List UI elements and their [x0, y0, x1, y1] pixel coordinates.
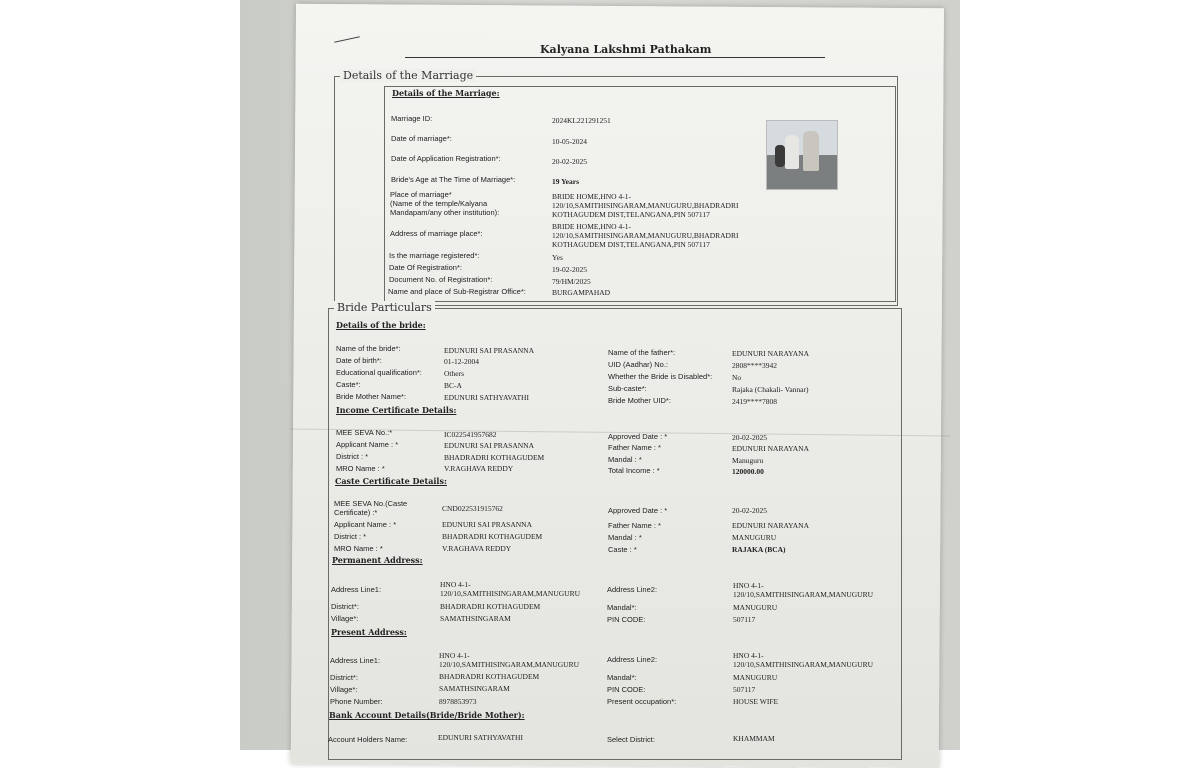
perm-district-value: BHADRADRI KOTHAGUDEM	[440, 602, 541, 611]
caste-approved-label: Approved Date : *	[608, 506, 668, 515]
perm-pincode-label: PIN CODE:	[607, 615, 646, 624]
mother-uid-value: 2419****7808	[732, 397, 777, 406]
marriage-heading: Details of the Marriage:	[392, 88, 500, 98]
phone-label: Phone Number:	[330, 697, 383, 706]
marriage-id-label: Marriage ID:	[391, 114, 433, 123]
income-father-label: Father Name : *	[608, 443, 661, 452]
document-no-label: Document No. of Registration*:	[389, 275, 493, 284]
income-father-value: EDUNURI NARAYANA	[732, 444, 810, 453]
mother-uid-label: Bride Mother UID*:	[608, 396, 671, 405]
sub-registrar-label: Name and place of Sub-Registrar Office*:	[388, 287, 526, 296]
occupation-value: HOUSE WIFE	[733, 697, 779, 706]
income-approved-value: 20-02-2025	[732, 433, 767, 442]
registration-date-value: 19-02-2025	[552, 265, 587, 274]
pres-address1-label: Address Line1:	[330, 656, 381, 665]
bride-dob-value: 01-12-2004	[444, 357, 479, 366]
bride-dob-label: Date of birth*:	[336, 356, 382, 365]
registered-value: Yes	[552, 253, 563, 262]
caste-heading: Caste Certificate Details:	[335, 476, 447, 486]
bride-name-value: EDUNURI SAI PRASANNA	[444, 346, 535, 355]
pres-address2-label: Address Line2:	[607, 655, 658, 664]
perm-address1-label: Address Line1:	[331, 585, 382, 594]
disabled-label: Whether the Bride is Disabled*:	[608, 372, 713, 381]
father-name-label: Name of the father*:	[608, 348, 676, 357]
pres-mandal-label: Mandal*:	[607, 673, 637, 682]
bride-age-label: Bride's Age at The Time of Marriage*:	[391, 175, 516, 184]
bride-caste-label: Caste*:	[336, 380, 361, 389]
caste-caste-label: Caste : *	[608, 545, 637, 554]
pres-village-value: SAMATHSINGARAM	[439, 684, 510, 693]
income-district-label: District : *	[336, 452, 369, 461]
caste-applicant-label: Applicant Name : *	[334, 520, 397, 529]
caste-caste-value: RAJAKA (BCA)	[732, 545, 786, 554]
income-mandal-label: Mandal : *	[608, 455, 642, 464]
bank-district-value: KHAMMAM	[733, 734, 775, 743]
caste-meeseva-value: CND022531915762	[442, 504, 503, 513]
father-name-value: EDUNURI NARAYANA	[732, 349, 810, 358]
total-income-value: 120000.00	[732, 467, 764, 476]
perm-pincode-value: 507117	[733, 615, 756, 624]
income-applicant-label: Applicant Name : *	[336, 440, 399, 449]
income-meeseva-label: MEE SEVA No.:*	[336, 428, 393, 437]
marriage-date-label: Date of marriage*:	[391, 134, 452, 143]
caste-mro-label: MRO Name : *	[334, 544, 383, 553]
marriage-legend: Details of the Marriage	[340, 69, 476, 82]
perm-district-label: District*:	[331, 602, 359, 611]
perm-mandal-label: Mandal*:	[607, 603, 637, 612]
income-mandal-value: Manuguru	[732, 456, 764, 465]
application-date-label: Date of Application Registration*:	[391, 154, 501, 163]
caste-district-value: BHADRADRI KOTHAGUDEM	[442, 532, 543, 541]
perm-village-value: SAMATHSINGARAM	[440, 614, 511, 623]
application-date-value: 20-02-2025	[552, 157, 587, 166]
bride-education-value: Others	[444, 369, 464, 378]
bride-age-value: 19 Years	[552, 177, 580, 186]
pres-village-label: Village*:	[330, 685, 358, 694]
income-applicant-value: EDUNURI SAI PRASANNA	[444, 441, 535, 450]
income-district-value: BHADRADRI KOTHAGUDEM	[444, 453, 545, 462]
pres-district-value: BHADRADRI KOTHAGUDEM	[439, 672, 540, 681]
bank-district-label: Select District:	[607, 735, 655, 744]
income-meeseva-value: IC022541957682	[444, 430, 497, 439]
title-underline	[405, 57, 825, 58]
sub-registrar-value: BURGAMPAHAD	[552, 288, 611, 297]
bride-education-label: Educational qualification*:	[336, 368, 422, 377]
caste-mro-value: V.RAGHAVA REDDY	[442, 544, 512, 553]
perm-address2-value: HNO 4-1- 120/10,SAMITHISINGARAM,MANUGURU	[733, 581, 874, 599]
perm-address1-value: HNO 4-1- 120/10,SAMITHISINGARAM,MANUGURU	[440, 580, 581, 598]
marriage-address-label: Address of marriage place*:	[390, 229, 483, 238]
bride-mother-value: EDUNURI SATHYAVATHI	[444, 393, 529, 402]
sub-caste-label: Sub-caste*:	[608, 384, 647, 393]
pres-address2-value: HNO 4-1- 120/10,SAMITHISINGARAM,MANUGURU	[733, 651, 874, 669]
bride-caste-value: BC-A	[444, 381, 462, 390]
caste-father-value: EDUNURI NARAYANA	[732, 521, 810, 530]
document-no-value: 79/HM/2025	[552, 277, 591, 286]
background-left	[0, 0, 240, 750]
sub-caste-value: Rajaka (Chakali- Vannar)	[732, 385, 809, 394]
income-mro-value: V.RAGHAVA REDDY	[444, 464, 514, 473]
perm-address2-label: Address Line2:	[607, 585, 658, 594]
pres-mandal-value: MANUGURU	[733, 673, 778, 682]
caste-district-label: District : *	[334, 532, 367, 541]
marriage-place-value: BRIDE HOME,HNO 4-1- 120/10,SAMITHISINGARAM,MANUGURU,BHADRADRI KOTHAGUDEM DIST,TELANGANA,PIN 507117	[552, 192, 739, 219]
bride-legend: Bride Particulars	[334, 301, 435, 314]
pres-pincode-label: PIN CODE:	[607, 685, 646, 694]
bride-mother-label: Bride Mother Name*:	[336, 392, 407, 401]
perm-village-label: Village*:	[331, 614, 359, 623]
permanent-heading: Permanent Address:	[332, 555, 423, 565]
caste-applicant-value: EDUNURI SAI PRASANNA	[442, 520, 533, 529]
pres-pincode-value: 507117	[733, 685, 756, 694]
bride-name-label: Name of the bride*:	[336, 344, 401, 353]
total-income-label: Total Income : *	[608, 466, 660, 475]
registration-date-label: Date Of Registration*:	[389, 263, 462, 272]
income-heading: Income Certificate Details:	[336, 405, 457, 415]
marriage-id-value: 2024KL221291251	[552, 116, 611, 125]
uid-label: UID (Aadhar) No.:	[608, 360, 669, 369]
perm-mandal-value: MANUGURU	[733, 603, 778, 612]
pres-district-label: District*:	[330, 673, 358, 682]
bank-heading: Bank Account Details(Bride/Bride Mother):	[329, 710, 525, 720]
disabled-value: No	[732, 373, 742, 382]
account-holder-value: EDUNURI SATHYAVATHI	[438, 733, 523, 742]
caste-father-label: Father Name : *	[608, 521, 661, 530]
marriage-date-value: 10-05-2024	[552, 137, 587, 146]
caste-approved-value: 20-02-2025	[732, 506, 767, 515]
caste-meeseva-label: MEE SEVA No.(Caste Certificate) :*	[334, 499, 408, 517]
registered-label: Is the marriage registered*:	[389, 251, 480, 260]
pres-address1-value: HNO 4-1- 120/10,SAMITHISINGARAM,MANUGURU	[439, 651, 580, 669]
background-right	[960, 0, 1200, 750]
income-approved-label: Approved Date : *	[608, 432, 668, 441]
marriage-place-label: Place of marriage* (Name of the temple/Kalyana Mandapam/any other institution):	[390, 190, 500, 217]
account-holder-label: Account Holders Name:	[328, 735, 408, 744]
document-title: Kalyana Lakshmi Pathakam	[540, 43, 712, 56]
phone-value: 8978853973	[439, 697, 477, 706]
bride-heading: Details of the bride:	[336, 320, 426, 330]
caste-mandal-value: MANUGURU	[732, 533, 777, 542]
uid-value: 2808****3942	[732, 361, 777, 370]
couple-photo	[766, 120, 838, 190]
caste-mandal-label: Mandal : *	[608, 533, 642, 542]
present-heading: Present Address:	[331, 627, 407, 637]
income-mro-label: MRO Name : *	[336, 464, 385, 473]
occupation-label: Present occupation*:	[607, 697, 677, 706]
marriage-address-value: BRIDE HOME,HNO 4-1- 120/10,SAMITHISINGARAM,MANUGURU,BHADRADRI KOTHAGUDEM DIST,TELANGANA,PIN 507117	[552, 222, 739, 249]
